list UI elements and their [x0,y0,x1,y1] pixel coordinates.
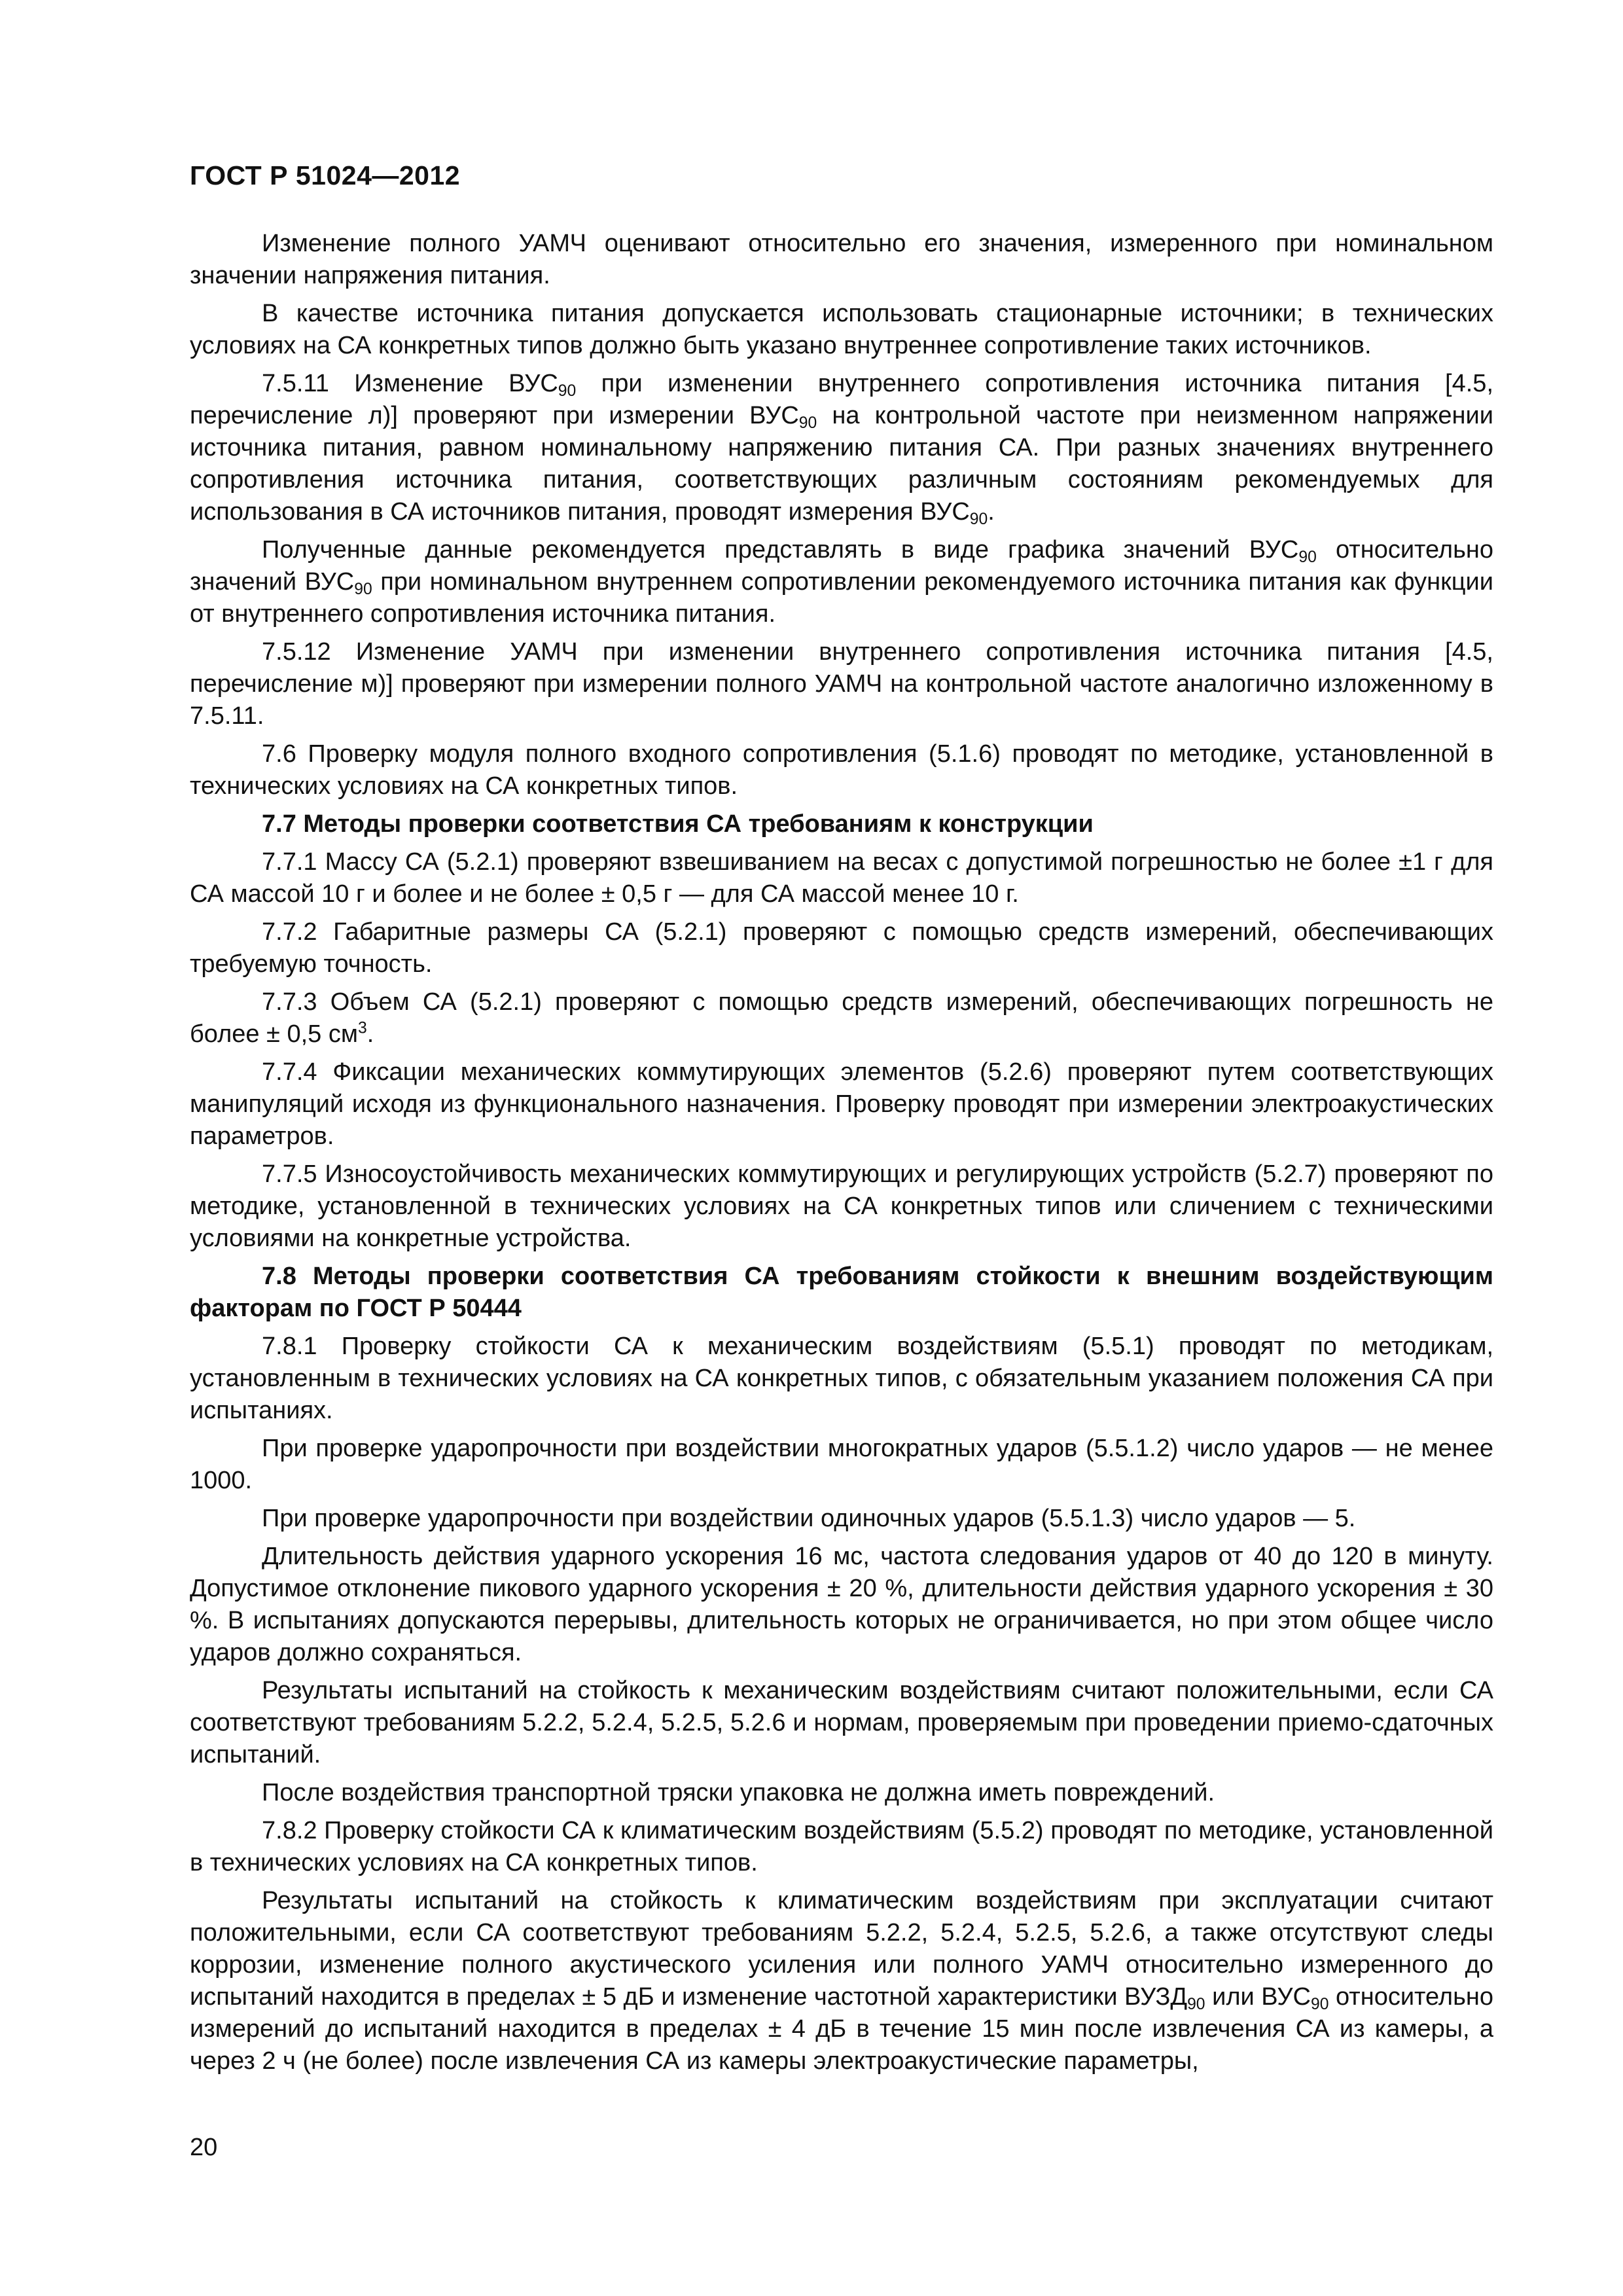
body-paragraph: 7.5.11 Изменение $ВУС_{90}$ при изменении внутреннего сопротивления источника питания [4.5, перечисление л)] проверяют при измерении $ВУС_{90}$ на контрольной частоте при неизменном напряжении источника питания, равном номинальному напряжению питания СА. При разных значениях внутреннего сопротивления источника питания, соответствующих различным состояниям рекомендуемых для использования в СА источников питания, проводят измерения $ВУС_{90}$. [190,370,1493,528]
document-body [190,228,1493,2083]
body-paragraph: 7.8.2 Проверку стойкости СА к климатическим воздействиям (5.5.2) проводят по методике, установленной в технических условиях на СА конкретных типов. [190,1817,1493,1876]
body-paragraph: 7.8.1 Проверку стойкости СА к механическим воздействиям (5.5.1) проводят по методикам, установленным в технических условиях на СА конкретных типов, с обязательным указанием положения СА при испытаниях. [190,1333,1493,1424]
body-paragraph: Полученные данные рекомендуется представлять в виде графика значений $ВУС_{90}$ относительно значений $ВУС_{90}$ при номинальном внутреннем сопротивлении рекомендуемого источника питания как функции от внутреннего сопротивления источника питания. [190,536,1494,628]
body-paragraph: 7.7.3 Объем СА (5.2.1) проверяют с помощью средств измерений, обеспечивающих погрешность не более ± 0,5 $см^3$. [190,988,1493,1048]
body-paragraph: 7.5.12 Изменение УАМЧ при изменении внутреннего сопротивления источника питания [4.5, перечисление м)] проверяют при измерении полного УАМЧ на контрольной частоте аналогично изложенному в 7.5.11. [190,638,1493,730]
body-paragraph: Результаты испытаний на стойкость к климатическим воздействиям при эксплуатации считают положительными, если СА соответствуют требованиям 5.2.2, 5.2.4, 5.2.5, 5.2.6, а также отсутствуют следы коррозии, изменение полного акустического усиления или полного УАМЧ относительно измеренного до испытаний находится в пределах ± 5 дБ и изменение частотной характеристики $ВУЗД_{90}$ или $ВУС_{90}$ относительно измерений до испытаний находится в пределах ± 4 дБ в течение 15 мин после извлечения СА из камеры, а через 2 ч (не более) после извлечения СА из камеры электроакустические параметры, [190,1887,1493,2075]
body-paragraph: 7.7.4 Фиксации механических коммутирующих элементов (5.2.6) проверяют путем соответствующих манипуляций исходя из функционального назначения. Проверку проводят при измерении электроакустических параметров. [190,1058,1493,1150]
body-paragraph: Длительность действия ударного ускорения 16 мс, частота следования ударов от 40 до 120 в минуту. Допустимое отклонение пикового ударного ускорения ± 20 %, длительности действия ударного ускорения ± 30 %. В испытаниях допускаются перерывы, длительность которых не ограничивается, но при этом общее число ударов должно сохраняться. [190,1543,1493,1666]
body-paragraph: 7.7.2 Габаритные размеры СА (5.2.1) проверяют с помощью средств измерений, обеспечивающих требуемую точность. [190,918,1493,978]
document-code-header: ГОСТ Р 51024—2012 [190,160,461,190]
body-paragraph: Результаты испытаний на стойкость к механическим воздействиям считают положительными, если СА соответствуют требованиям 5.2.2, 5.2.4, 5.2.5, 5.2.6 и нормам, проверяемым при проведении приемо-сдаточных испытаний. [190,1677,1493,1768]
body-paragraph: 7.7.1 Массу СА (5.2.1) проверяют взвешиванием на весах с допустимой погрешностью не более ±1 г для СА массой 10 г и более и не более ± 0,5 г — для СА массой менее 10 г. [190,848,1493,908]
section-heading: 7.7 Методы проверки соответствия СА требованиям к конструкции [262,810,1094,838]
body-paragraph: В качестве источника питания допускается использовать стационарные источники; в технических условиях на СА конкретных типов должно быть указано внутреннее сопротивление таких источников. [190,300,1493,359]
body-paragraph: 7.6 Проверку модуля полного входного сопротивления (5.1.6) проводят по методике, установленной в технических условиях на СА конкретных типов. [190,740,1493,800]
body-paragraph: Изменение полного УАМЧ оценивают относительно его значения, измеренного при номинальном значении напряжения питания. [190,230,1493,289]
body-paragraph: При проверке ударопрочности при воздействии многократных ударов (5.5.1.2) число ударов — не менее 1000. [190,1435,1493,1494]
page-number: 20 [190,2134,218,2161]
section-heading: 7.8 Методы проверки соответствия СА требованиям стойкости к внешним воздействующим факторам по ГОСТ Р 50444 [190,1263,1493,1322]
body-paragraph: При проверке ударопрочности при воздействии одиночных ударов (5.5.1.3) число ударов — 5. [262,1505,1356,1532]
body-paragraph: После воздействия транспортной тряски упаковка не должна иметь повреждений. [262,1779,1215,1806]
body-paragraph: 7.7.5 Износоустойчивость механических коммутирующих и регулирующих устройств (5.2.7) проверяют по методике, установленной в технических условиях на СА конкретных типов или сличением с техническими условиями на конкретные устройства. [190,1160,1493,1252]
